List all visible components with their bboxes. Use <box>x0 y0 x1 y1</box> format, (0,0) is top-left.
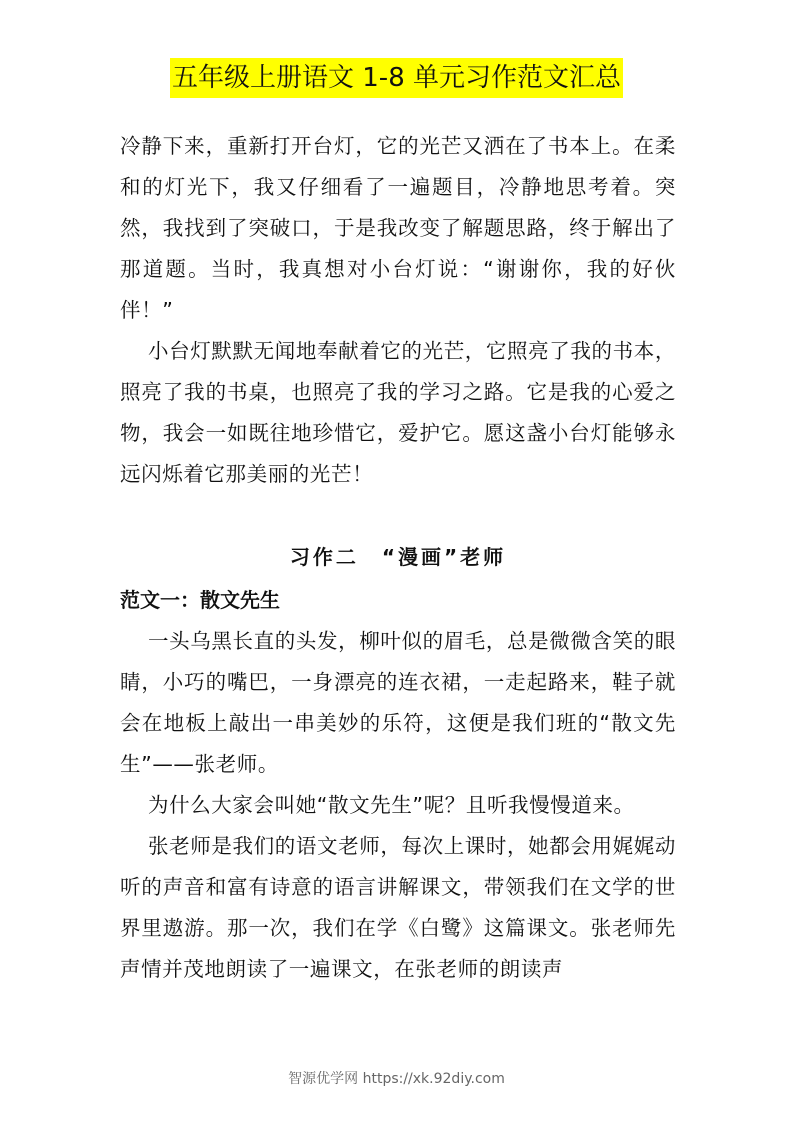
paragraph-teacher-appearance: 一头乌黑长直的头发，柳叶似的眉毛，总是微微含笑的眼睛，小巧的嘴巴，一身漂亮的连衣裙，一走起路来，鞋子就会在地板上敲出一串美妙的乐符，这便是我们班的“散文先生”——张老师。 <box>120 629 676 776</box>
essay-subtitle: 范文一：散文先生 <box>120 588 280 612</box>
paragraph-teacher-nickname: 为什么大家会叫她“散文先生”呢？且听我慢慢道来。 <box>148 793 635 817</box>
section-title: 习作二 “漫画”老师 <box>289 545 507 569</box>
document-title: 五年级上册语文 1-8 单元习作范文汇总 <box>170 58 623 98</box>
page-footer: 智源优学网 https://xk.92diy.com <box>288 1071 505 1087</box>
paragraph-continuation: 冷静下来，重新打开台灯，它的光芒又洒在了书本上。在柔和的灯光下，我又仔细看了一遍题目，冷静地思考着。突然，我找到了突破口，于是我改变了解题思路，终于解出了那道题。当时，我真想对小台灯说：“谢谢你，我的好伙伴！” <box>120 134 676 322</box>
paragraph-teacher-class: 张老师是我们的语文老师，每次上课时，她都会用娓娓动听的声音和富有诗意的语言讲解课文，带领我们在文学的世界里遨游。那一次，我们在学《白鹭》这篇课文。张老师先声情并茂地朗读了一遍课文，在张老师的朗读声 <box>120 834 676 981</box>
paragraph-desk-lamp-closing: 小台灯默默无闻地奉献着它的光芒，它照亮了我的书本，照亮了我的书桌，也照亮了我的学习之路。它是我的心爱之物，我会一如既往地珍惜它，爱护它。愿这盏小台灯能够永远闪烁着它那美丽的光芒！ <box>120 339 676 486</box>
document-body <box>120 126 676 990</box>
section-spacer <box>120 495 676 535</box>
page-header <box>0 58 793 98</box>
